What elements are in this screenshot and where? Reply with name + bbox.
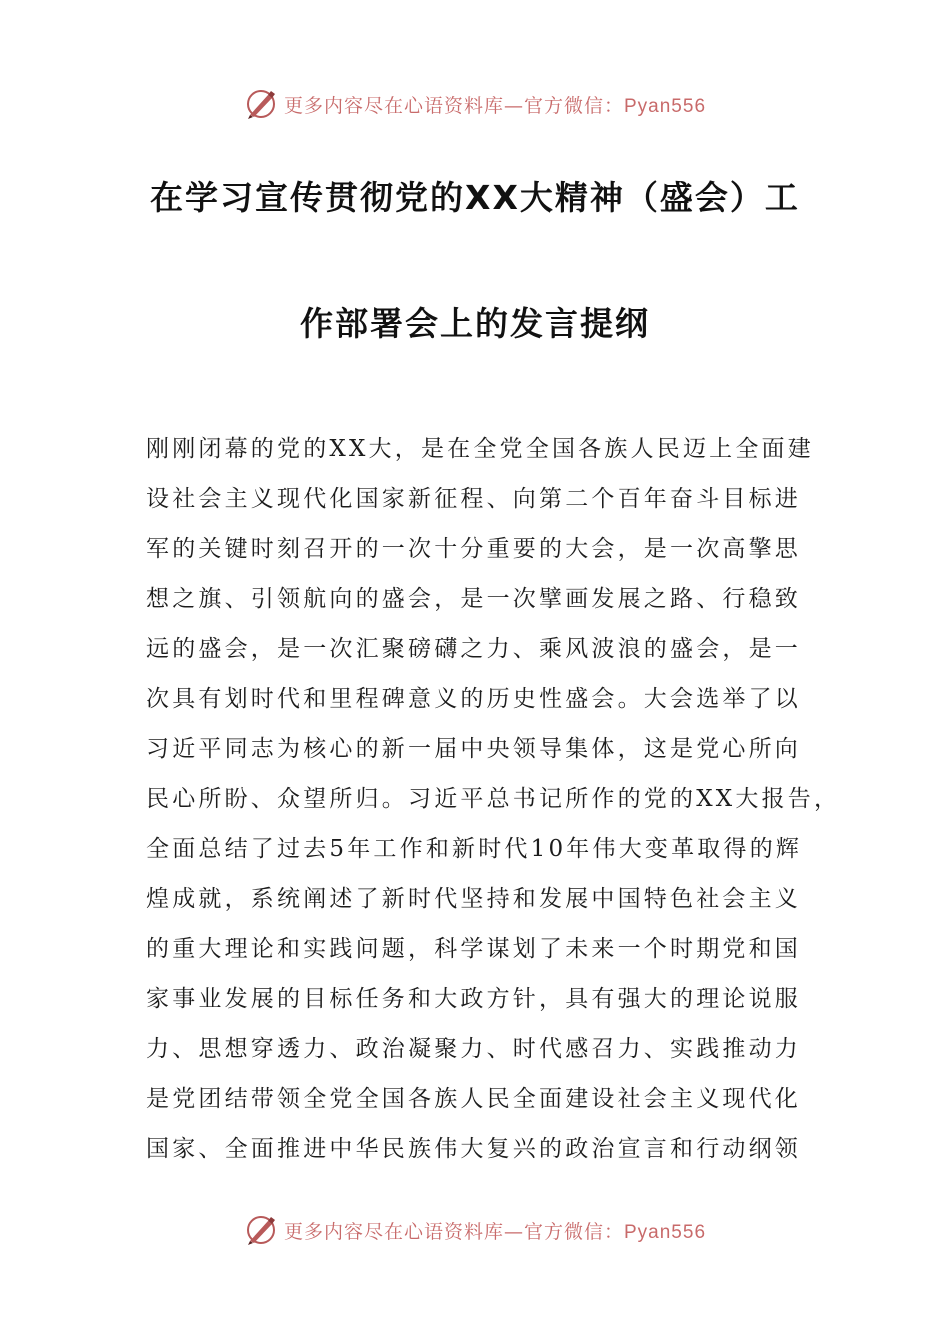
body-line: 次具有划时代和里程碑意义的历史性盛会。大会选举了以 bbox=[146, 686, 801, 712]
body-line: 国家、全面推进中华民族伟大复兴的政治宣言和行动纲领 bbox=[146, 1136, 801, 1162]
watermark-text: 更多内容尽在心语资料库—官方微信： bbox=[283, 94, 624, 117]
body-line: 设社会主义现代化国家新征程、向第二个百年奋斗目标进 bbox=[146, 486, 801, 512]
pen-circle-logo-icon bbox=[244, 87, 278, 121]
body-line: 全面总结了过去5年工作和新时代10年伟大变革取得的辉 bbox=[146, 836, 803, 862]
body-line: 民心所盼、众望所归。习近平总书记所作的党的XX大报告， bbox=[146, 786, 841, 812]
document-body bbox=[146, 424, 841, 1174]
body-line: 煌成就，系统阐述了新时代坚持和发展中国特色社会主义 bbox=[146, 886, 801, 912]
watermark-handle: Pyan556 bbox=[624, 1221, 707, 1243]
document-title-line-1: 在学习宣传贯彻党的XX大精神（盛会）工 bbox=[150, 178, 800, 217]
body-line: 军的关键时刻召开的一次十分重要的大会，是一次高擎思 bbox=[146, 536, 801, 562]
body-line: 家事业发展的目标任务和大政方针，具有强大的理论说服 bbox=[146, 986, 801, 1012]
body-line: 想之旗、引领航向的盛会，是一次擘画发展之路、行稳致 bbox=[146, 586, 801, 612]
watermark-text: 更多内容尽在心语资料库—官方微信： bbox=[283, 1220, 624, 1243]
body-line: 刚刚闭幕的党的XX大，是在全党全国各族人民迈上全面建 bbox=[146, 436, 814, 462]
body-line: 远的盛会，是一次汇聚磅礴之力、乘风波浪的盛会，是一 bbox=[146, 636, 801, 662]
pen-circle-logo-icon bbox=[244, 1213, 278, 1247]
header-watermark bbox=[0, 82, 950, 126]
footer-watermark bbox=[0, 1208, 950, 1252]
body-line: 是党团结带领全党全国各族人民全面建设社会主义现代化 bbox=[146, 1086, 801, 1112]
watermark-handle: Pyan556 bbox=[624, 95, 707, 117]
body-line: 力、思想穿透力、政治凝聚力、时代感召力、实践推动力 bbox=[146, 1036, 801, 1062]
body-line: 的重大理论和实践问题，科学谋划了未来一个时期党和国 bbox=[146, 936, 801, 962]
body-line: 习近平同志为核心的新一届中央领导集体，这是党心所向 bbox=[146, 736, 801, 762]
document-title-line-2: 作部署会上的发言提纲 bbox=[300, 304, 650, 343]
